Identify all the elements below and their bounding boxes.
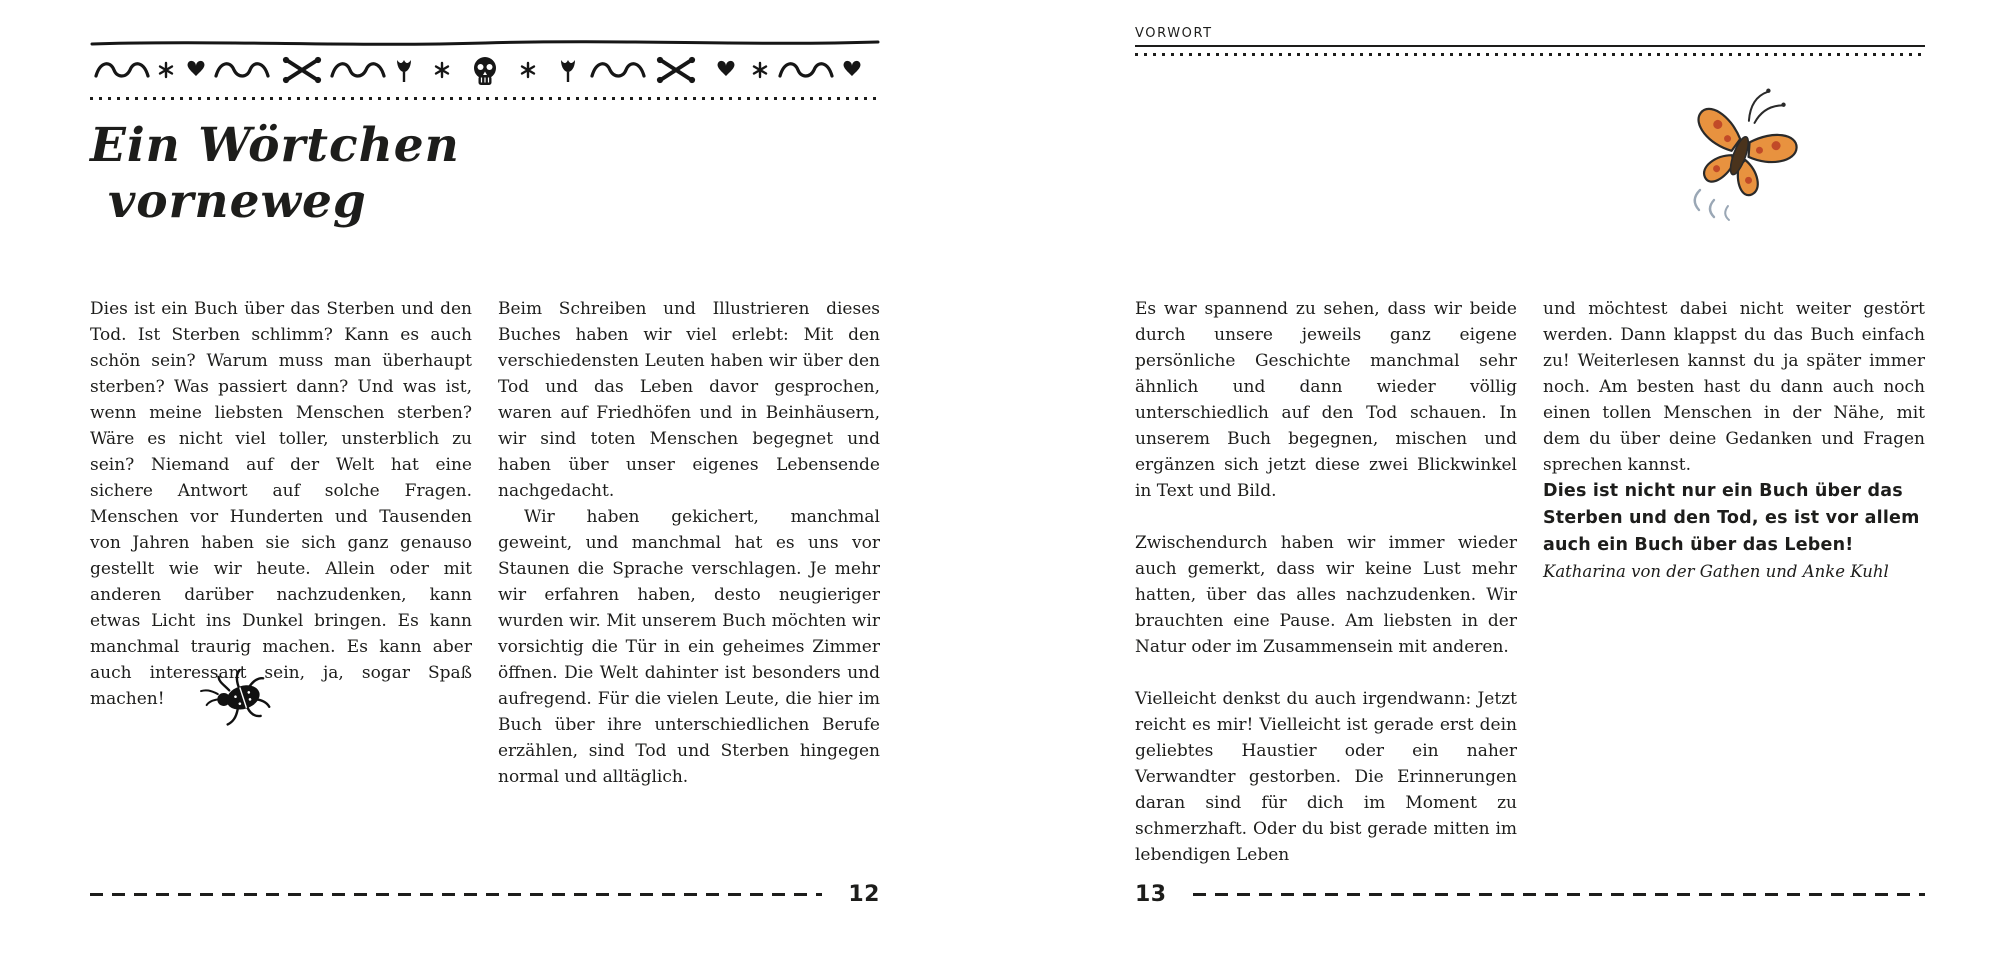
page-right: [1135, 0, 1925, 978]
ornament-dotted-rule: [90, 97, 880, 100]
page-number: 13: [1135, 882, 1167, 907]
page-left: [90, 0, 880, 978]
right-page-column-1: [1135, 296, 1517, 868]
paragraph: Wir haben gekichert, manchmal geweint, und manchmal hat es uns vor Staunen die Sprache verschlagen. Je mehr wir erfahren haben, desto neugieriger wurden wir. Mit unserem Buch möchten wir vorsichtig die Tür in ein geheimes Zimmer öffnen. Die Welt dahinter ist besonders und aufregend. Für die vielen Leute, die hier im Buch über ihre unterschiedlichen Berufe erzählen, sind Tod und Sterben hingegen normal und alltäglich.: [498, 507, 880, 787]
chapter-title-line1: Ein Wörtchen: [90, 118, 460, 173]
ornament-border-icon: [90, 38, 880, 100]
header-dotted-rule: [1135, 53, 1925, 56]
page-number: 12: [848, 882, 880, 907]
paragraph: Dies ist ein Buch über das Sterben und den Tod. Ist Sterben schlimm? Kann es auch schön sein? Warum muss man überhaupt sterben? Was passiert dann? Und was ist, wenn meine liebsten Menschen sterben? Wäre es nicht viel toller, unsterblich zu sein? Niemand auf der Welt hat eine sichere Antwort auf solche Fragen. Menschen vor Hunderten und Tausenden von Jahren haben sie sich ganz genauso gestellt wie wir heute. Allein oder mit anderen darüber nachzudenken, kann etwas Licht ins Dunkel bringen. Es kann manchmal traurig machen. Es kann aber auch interessant sein, ja, sogar Spaß machen!: [90, 299, 472, 709]
paragraph: Es war spannend zu sehen, dass wir beide durch unsere jeweils ganz eigene persönliche Geschichte manchmal sehr ähnlich und dann wieder völlig unterschiedlich auf den Tod schauen. In unserem Buch begegnen, mischen und ergänzen sich jetzt diese zwei Blickwinkel in Text und Bild.: [1135, 299, 1517, 501]
running-header-label: VORWORT: [1135, 26, 1213, 41]
paragraph: Vielleicht denkst du auch irgendwann: Jetzt reicht es mir! Vielleicht ist gerade erst dein geliebtes Haustier oder ein naher Verwandter gestorben. Die Erinnerungen daran sind für dich im Moment zu schmerzhaft. Oder du bist gerade mitten im lebendigen Leben: [1135, 689, 1517, 865]
chapter-title: [90, 118, 460, 231]
paragraph: Beim Schreiben und Illustrieren dieses Buches haben wir viel erlebt: Mit den verschiedensten Leuten haben wir über den Tod und das Leben davor gesprochen, waren auf Friedhöfen und in Beinhäusern, wir sind toten Menschen begegnet und haben über unser eigenes Lebensende nachgedacht.: [498, 299, 880, 501]
paragraph: und möchtest dabei nicht weiter gestört werden. Dann klappst du das Buch einfach zu! Weiterlesen kannst du ja später immer noch. Am besten hast du dann auch noch einen tollen Menschen in der Nähe, mit dem du über deine Gedanken und Fragen sprechen kannst.: [1543, 299, 1925, 475]
beetle-illustration-icon: [198, 666, 278, 732]
right-page-column-2: [1543, 296, 1925, 868]
left-page-column-2: [498, 296, 880, 790]
paragraph: Zwischendurch haben wir immer wieder auch gemerkt, dass wir keine Lust mehr hatten, über das alles nachzudenken. Wir brauchten eine Pause. Am liebsten in der Natur oder im Zusammensein mit anderen.: [1135, 533, 1517, 657]
butterfly-illustration-icon: [1670, 72, 1810, 246]
ornament-svg: [90, 38, 880, 88]
right-page-footer: [1135, 882, 1925, 907]
chapter-title-line2: vorneweg: [108, 174, 367, 230]
running-header: [1135, 22, 1925, 56]
closing-statement: Dies ist nicht nur ein Buch über das Sterben und den Tod, es ist vor allem auch ein Buch über das Leben!: [1543, 481, 1920, 555]
author-signature: Katharina von der Gathen und Anke Kuhl: [1543, 562, 1889, 581]
header-solid-rule: [1135, 45, 1925, 47]
right-page-columns: [1135, 296, 1925, 868]
left-page-column-1: [90, 296, 472, 790]
left-page-footer: [90, 882, 880, 907]
footer-dashed-rule: [90, 893, 822, 896]
footer-dashed-rule: [1193, 893, 1925, 896]
